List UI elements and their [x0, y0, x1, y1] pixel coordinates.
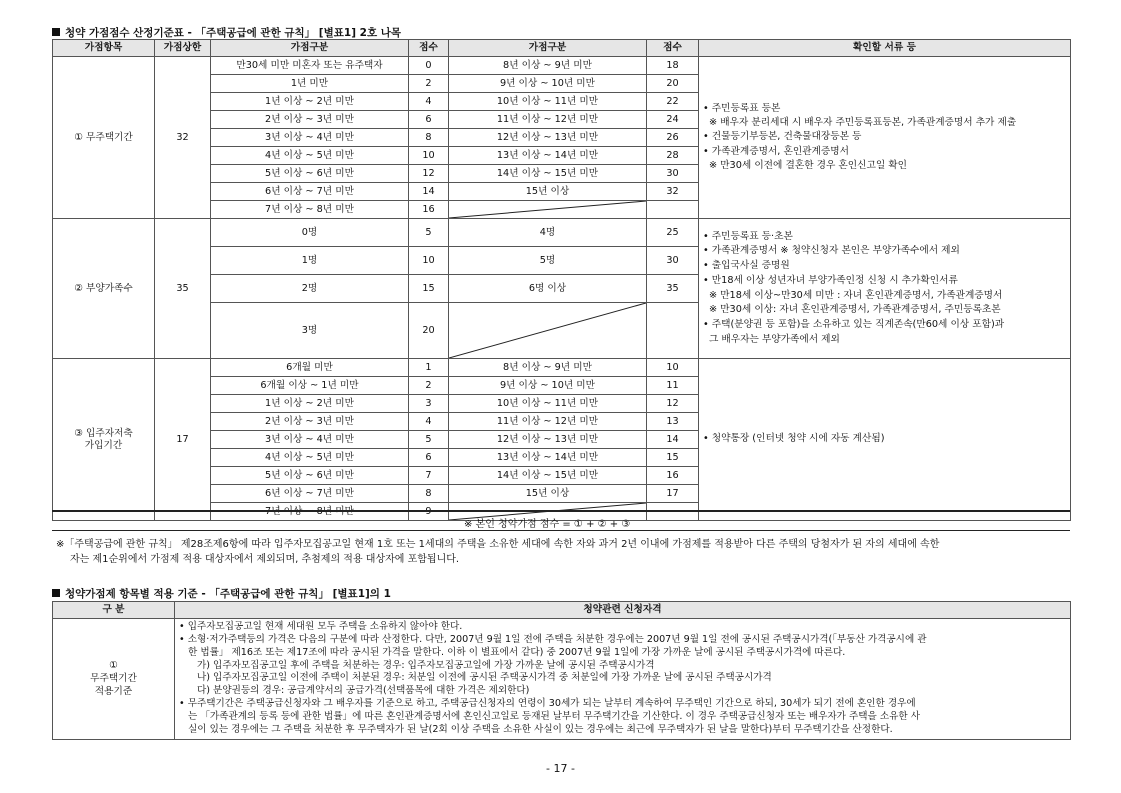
score-b: 24: [647, 111, 699, 129]
score-b: 28: [647, 147, 699, 165]
document-line: • 가족관계증명서 ※ 청약신청자 본인은 부양가족수에서 제외: [703, 245, 960, 257]
category-b: 8년 이상 ~ 9년 미만: [449, 57, 647, 75]
document-line: ※ 만18세 이상~만30세 미만 : 자녀 혼인관계증명서, 가족관계증명서: [709, 289, 1003, 301]
category-b: 14년 이상 ~ 15년 미만: [449, 467, 647, 485]
score-a: 6: [409, 449, 449, 467]
category-a: 6개월 이상 ~ 1년 미만: [211, 377, 409, 395]
category-a: 0명: [211, 219, 409, 247]
category-a: 2년 이상 ~ 3년 미만: [211, 413, 409, 431]
qualification-line: • 무주택기간은 주택공급신청자와 그 배우자를 기준으로 하고, 주택공급신청자의 연령이 30세가 되는 날부터 계속하여 무주택인 기간으로 하되, 30세가 되기 전에 혼인한 경우에: [179, 698, 916, 710]
score-b: 32: [647, 183, 699, 201]
empty-diagonal-cell: [449, 303, 647, 359]
row-label-line: 무주택기간: [90, 673, 137, 685]
table-header-row: [53, 40, 1071, 57]
category-b: 5명: [449, 247, 647, 275]
score-a: 2: [409, 377, 449, 395]
category-b: 11년 이상 ~ 12년 미만: [449, 111, 647, 129]
table-row: [53, 619, 1071, 740]
category-b: 13년 이상 ~ 14년 미만: [449, 147, 647, 165]
score-b: 15: [647, 449, 699, 467]
score-b: 16: [647, 467, 699, 485]
qualification-line: 실이 있는 경우에는 그 주택을 처분한 후 무주택자가 된 날(2회 이상 주택을 소유한 사실이 있는 경우에는 최근에 무주택자가 된 날을 말한다)부터 무주택기간을 산정한다.: [188, 723, 893, 735]
document-line: • 주민등록표 등본: [703, 103, 781, 115]
document-line: ※ 만30세 이전에 결혼한 경우 혼인신고일 확인: [709, 159, 908, 171]
category-a: 3명: [211, 303, 409, 359]
qualification-line: 다) 분양권등의 경우: 공급계약서의 공급가격(선택품목에 대한 가격은 제외한다): [197, 685, 530, 697]
document-line: 그 배우자는 부양가족에서 제외: [709, 333, 840, 345]
header-qualification: 청약관련 신청자격: [175, 602, 1071, 619]
total-bottom-rule: [52, 530, 1070, 531]
score-a: 1: [409, 359, 449, 377]
note-line: 자는 제1순위에서 가점제 적용 대상자에서 제외되며, 추첨제의 적용 대상자에 포함됩니다.: [70, 553, 460, 565]
document-line: • 건물등기부등본, 건축물대장등본 등: [703, 131, 862, 143]
category-b: 13년 이상 ~ 14년 미만: [449, 449, 647, 467]
category-a: 7년 이상 ~ 8년 미만: [211, 201, 409, 219]
required-documents: [699, 57, 1071, 219]
score-b: 20: [647, 75, 699, 93]
square-bullet-icon: [52, 28, 60, 36]
score-a: 20: [409, 303, 449, 359]
note-line: ※「주택공급에 관한 규칙」 제28조제6항에 따라 입주자모집공고일 현재 1호 또는 1세대의 주택을 소유한 세대에 속한 자와 과거 2년 이내에 가점제를 적용받아 다른 주택의 당첨자가 된 자의 세대에 속한: [56, 539, 940, 550]
square-bullet-icon: [52, 589, 60, 597]
item-name-line: 가입기간: [84, 439, 123, 451]
qualification-line: 는 「가족관계의 등록 등에 관한 법률」에 따른 혼인관계증명서에 혼인신고일로 등재된 날부터 무주택기간을 기산한다. 이 경우 주택공급신청자 또는 배우자가 주택을 소유한 사: [188, 710, 920, 722]
header-category-a: 가점구분: [211, 40, 409, 57]
score-b: 25: [647, 219, 699, 247]
qualification-line: 가) 입주자모집공고일 후에 주택을 처분하는 경우: 입주자모집공고일에 가장 가까운 날에 공시된 주택공시가격: [197, 659, 655, 671]
score-a: 0: [409, 57, 449, 75]
category-a: 만30세 미만 미혼자 또는 유주택자: [211, 57, 409, 75]
score-a: 6: [409, 111, 449, 129]
score-criteria-table: [52, 39, 1071, 521]
header-division: 구 분: [53, 602, 175, 619]
document-line: ※ 배우자 분리세대 시 배우자 주민등록표등본, 가족관계증명서 추가 제출: [709, 117, 1017, 129]
document-line: • 출입국사실 증명원: [703, 260, 790, 272]
category-b: 12년 이상 ~ 13년 미만: [449, 129, 647, 147]
score-a: 16: [409, 201, 449, 219]
row-label-line: ①: [109, 660, 118, 672]
qualification-line: 한 법률」 제16조 또는 제17조에 따라 공시된 가격을 말한다. 이하 이 별표에서 같다) 중 2007년 9월 1일에 가장 가까운 날에 공시된 주택공시가격에 따른다.: [188, 646, 846, 658]
header-score-a: 점수: [409, 40, 449, 57]
category-a: 4년 이상 ~ 5년 미만: [211, 449, 409, 467]
empty-score-cell: [647, 303, 699, 359]
score-a: 7: [409, 467, 449, 485]
category-b: 4명: [449, 219, 647, 247]
score-b: 10: [647, 359, 699, 377]
score-b: 18: [647, 57, 699, 75]
category-b: 9년 이상 ~ 10년 미만: [449, 377, 647, 395]
score-a: 5: [409, 431, 449, 449]
score-b: 12: [647, 395, 699, 413]
score-a: 12: [409, 165, 449, 183]
category-a: 6년 이상 ~ 7년 미만: [211, 485, 409, 503]
document-line: ※ 만30세 이상: 자녀 혼인관계증명서, 가족관계증명서, 주민등록초본: [709, 304, 1001, 316]
table-row: [53, 219, 1071, 247]
category-b: 8년 이상 ~ 9년 미만: [449, 359, 647, 377]
category-b: 10년 이상 ~ 11년 미만: [449, 93, 647, 111]
category-a: 6년 이상 ~ 7년 미만: [211, 183, 409, 201]
score-b: 17: [647, 485, 699, 503]
total-score-formula: ※ 본인 청약가점 점수 = ① + ② + ③: [464, 519, 631, 530]
qualification-line: • 입주자모집공고일 현재 세대원 모두 주택을 소유하지 않아야 한다.: [179, 621, 463, 632]
application-criteria-table: [52, 601, 1071, 740]
document-line: • 만18세 이상 성년자녀 부양가족인정 신청 시 추가확인서류: [703, 274, 958, 286]
category-a: 1년 이상 ~ 2년 미만: [211, 93, 409, 111]
category-a: 1년 이상 ~ 2년 미만: [211, 395, 409, 413]
score-a: 14: [409, 183, 449, 201]
category-b: 12년 이상 ~ 13년 미만: [449, 431, 647, 449]
qualification-line: • 소형·저가주택등의 가격은 다음의 구분에 따라 산정한다. 다만, 2007년 9월 1일 전에 주택을 처분한 경우에는 2007년 9월 1일 전에 공시된 주택공시가격(「부동산 가격공시에 관: [179, 633, 927, 645]
document-line: • 가족관계증명서, 혼인관계증명서: [703, 145, 849, 157]
table-row: [53, 359, 1071, 377]
item-max: 17: [155, 359, 211, 521]
score-a: 10: [409, 147, 449, 165]
score-a: 9: [409, 503, 449, 521]
empty-diagonal-cell: [449, 201, 647, 219]
score-b: 30: [647, 247, 699, 275]
header-documents: 확인할 서류 등: [699, 40, 1071, 57]
item-name: ② 부양가족수: [53, 219, 155, 359]
score-a: 3: [409, 395, 449, 413]
item-name: ① 무주택기간: [53, 57, 155, 219]
score-a: 8: [409, 485, 449, 503]
exclusion-note: [56, 538, 1076, 567]
score-a: 10: [409, 247, 449, 275]
table-bottom-rule: [52, 510, 1070, 512]
document-line: • 청약통장 (인터넷 청약 시에 자동 계산됨): [703, 433, 885, 445]
item-name-line: ③ 입주자저축: [74, 428, 133, 440]
header-max: 가점상한: [155, 40, 211, 57]
header-score-b: 점수: [647, 40, 699, 57]
item-max: 35: [155, 219, 211, 359]
section2-title: 청약가점제 항목별 적용 기준 - 「주택공급에 관한 규칙」 [별표1]의 1: [52, 586, 391, 601]
category-a: 3년 이상 ~ 4년 미만: [211, 129, 409, 147]
category-b: 14년 이상 ~ 15년 미만: [449, 165, 647, 183]
header-item: 가점항목: [53, 40, 155, 57]
score-b: 30: [647, 165, 699, 183]
category-a: 1명: [211, 247, 409, 275]
document-line: • 주민등록표 등·초본: [703, 230, 793, 242]
required-documents: [699, 219, 1071, 359]
page-number: - 17 -: [546, 762, 575, 775]
score-b: 22: [647, 93, 699, 111]
item-name: [53, 359, 155, 521]
category-a: 3년 이상 ~ 4년 미만: [211, 431, 409, 449]
row-label: [53, 619, 175, 740]
score-b: 13: [647, 413, 699, 431]
empty-score-cell: [647, 201, 699, 219]
score-b: 14: [647, 431, 699, 449]
score-b: 35: [647, 275, 699, 303]
category-a: 5년 이상 ~ 6년 미만: [211, 165, 409, 183]
category-b: 15년 이상: [449, 485, 647, 503]
document-line: • 주택(분양권 등 포함)을 소유하고 있는 직계존속(만60세 이상 포함)과: [703, 318, 1005, 330]
category-a: 5년 이상 ~ 6년 미만: [211, 467, 409, 485]
score-a: 8: [409, 129, 449, 147]
qualification-line: 나) 입주자모집공고일 이전에 주택이 처분된 경우: 처분일 이전에 공시된 주택공시가격 중 처분일에 가장 가까운 날에 공시된 주택공시가격: [197, 672, 772, 684]
table-row: [53, 57, 1071, 75]
score-a: 15: [409, 275, 449, 303]
category-a: 4년 이상 ~ 5년 미만: [211, 147, 409, 165]
score-b: 11: [647, 377, 699, 395]
category-a: 2년 이상 ~ 3년 미만: [211, 111, 409, 129]
category-a: 2명: [211, 275, 409, 303]
category-a: 1년 미만: [211, 75, 409, 93]
category-b: 15년 이상: [449, 183, 647, 201]
category-b: 10년 이상 ~ 11년 미만: [449, 395, 647, 413]
score-a: 4: [409, 93, 449, 111]
category-b: 11년 이상 ~ 12년 미만: [449, 413, 647, 431]
section1-title: 청약 가점점수 산정기준표 - 「주택공급에 관한 규칙」 [별표1] 2호 나목: [52, 25, 401, 40]
required-documents: [699, 359, 1071, 521]
score-a: 4: [409, 413, 449, 431]
category-b: 6명 이상: [449, 275, 647, 303]
qualification-text: [175, 619, 1071, 740]
item-max: 32: [155, 57, 211, 219]
score-a: 2: [409, 75, 449, 93]
score-b: 26: [647, 129, 699, 147]
category-a: 6개월 미만: [211, 359, 409, 377]
score-a: 5: [409, 219, 449, 247]
category-b: 9년 이상 ~ 10년 미만: [449, 75, 647, 93]
header-category-b: 가점구분: [449, 40, 647, 57]
category-a: 7년 이상 ~ 8년 미만: [211, 503, 409, 521]
table-header-row: [53, 602, 1071, 619]
row-label-line: 적용기준: [94, 686, 133, 698]
